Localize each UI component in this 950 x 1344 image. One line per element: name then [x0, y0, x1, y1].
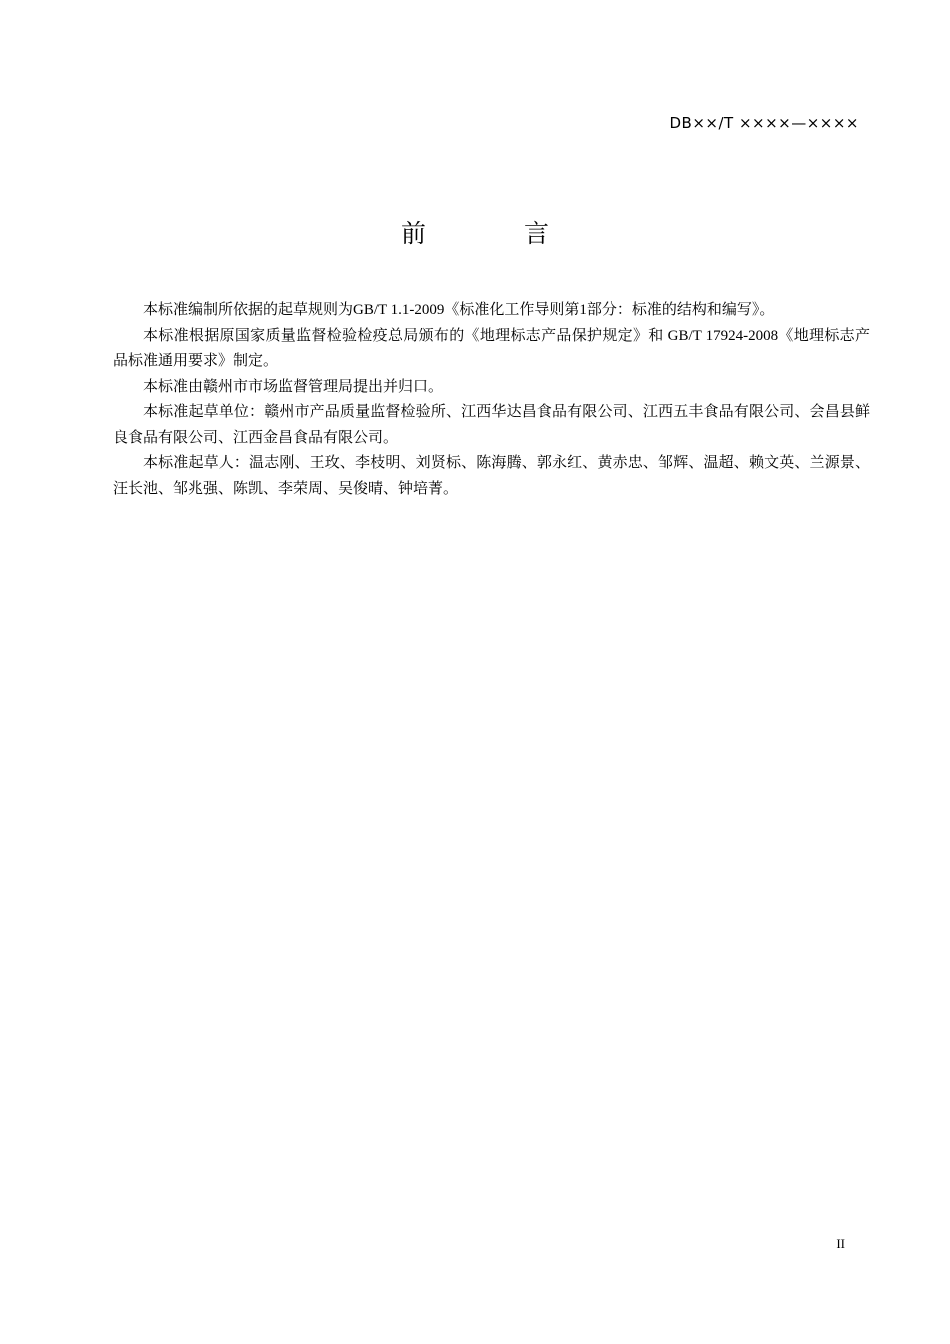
paragraph-proposer: 本标准由赣州市市场监督管理局提出并归口。	[143, 378, 444, 395]
page-number: II	[836, 1236, 845, 1251]
paragraph-drafting-units: 本标准起草单位：赣州市产品质量监督检验所、江西华达昌食品有限公司、江西五丰食品有限公司、会昌县鲜良食品有限公司、江西金昌食品有限公司。	[113, 404, 870, 446]
foreword-body	[113, 298, 870, 502]
paragraph-basis: 本标准根据原国家质量监督检验检疫总局颁布的《地理标志产品保护规定》和 GB/T 17924-2008《地理标志产品标准通用要求》制定。	[113, 327, 870, 369]
document-code: DB××/T ××××—××××	[669, 114, 859, 132]
paragraph-drafters: 本标准起草人：温志刚、王玫、李枝明、刘贤标、陈海腾、郭永红、黄赤忠、邹辉、温超、赖文英、兰源景、汪长池、邹兆强、陈凯、李荣周、吴俊晴、钟培菁。	[113, 455, 870, 497]
page-title: 前 言	[401, 219, 594, 248]
paragraph-drafting-rules: 本标准编制所依据的起草规则为GB/T 1.1-2009《标准化工作导则第1部分：标准的结构和编写》。	[143, 302, 775, 318]
